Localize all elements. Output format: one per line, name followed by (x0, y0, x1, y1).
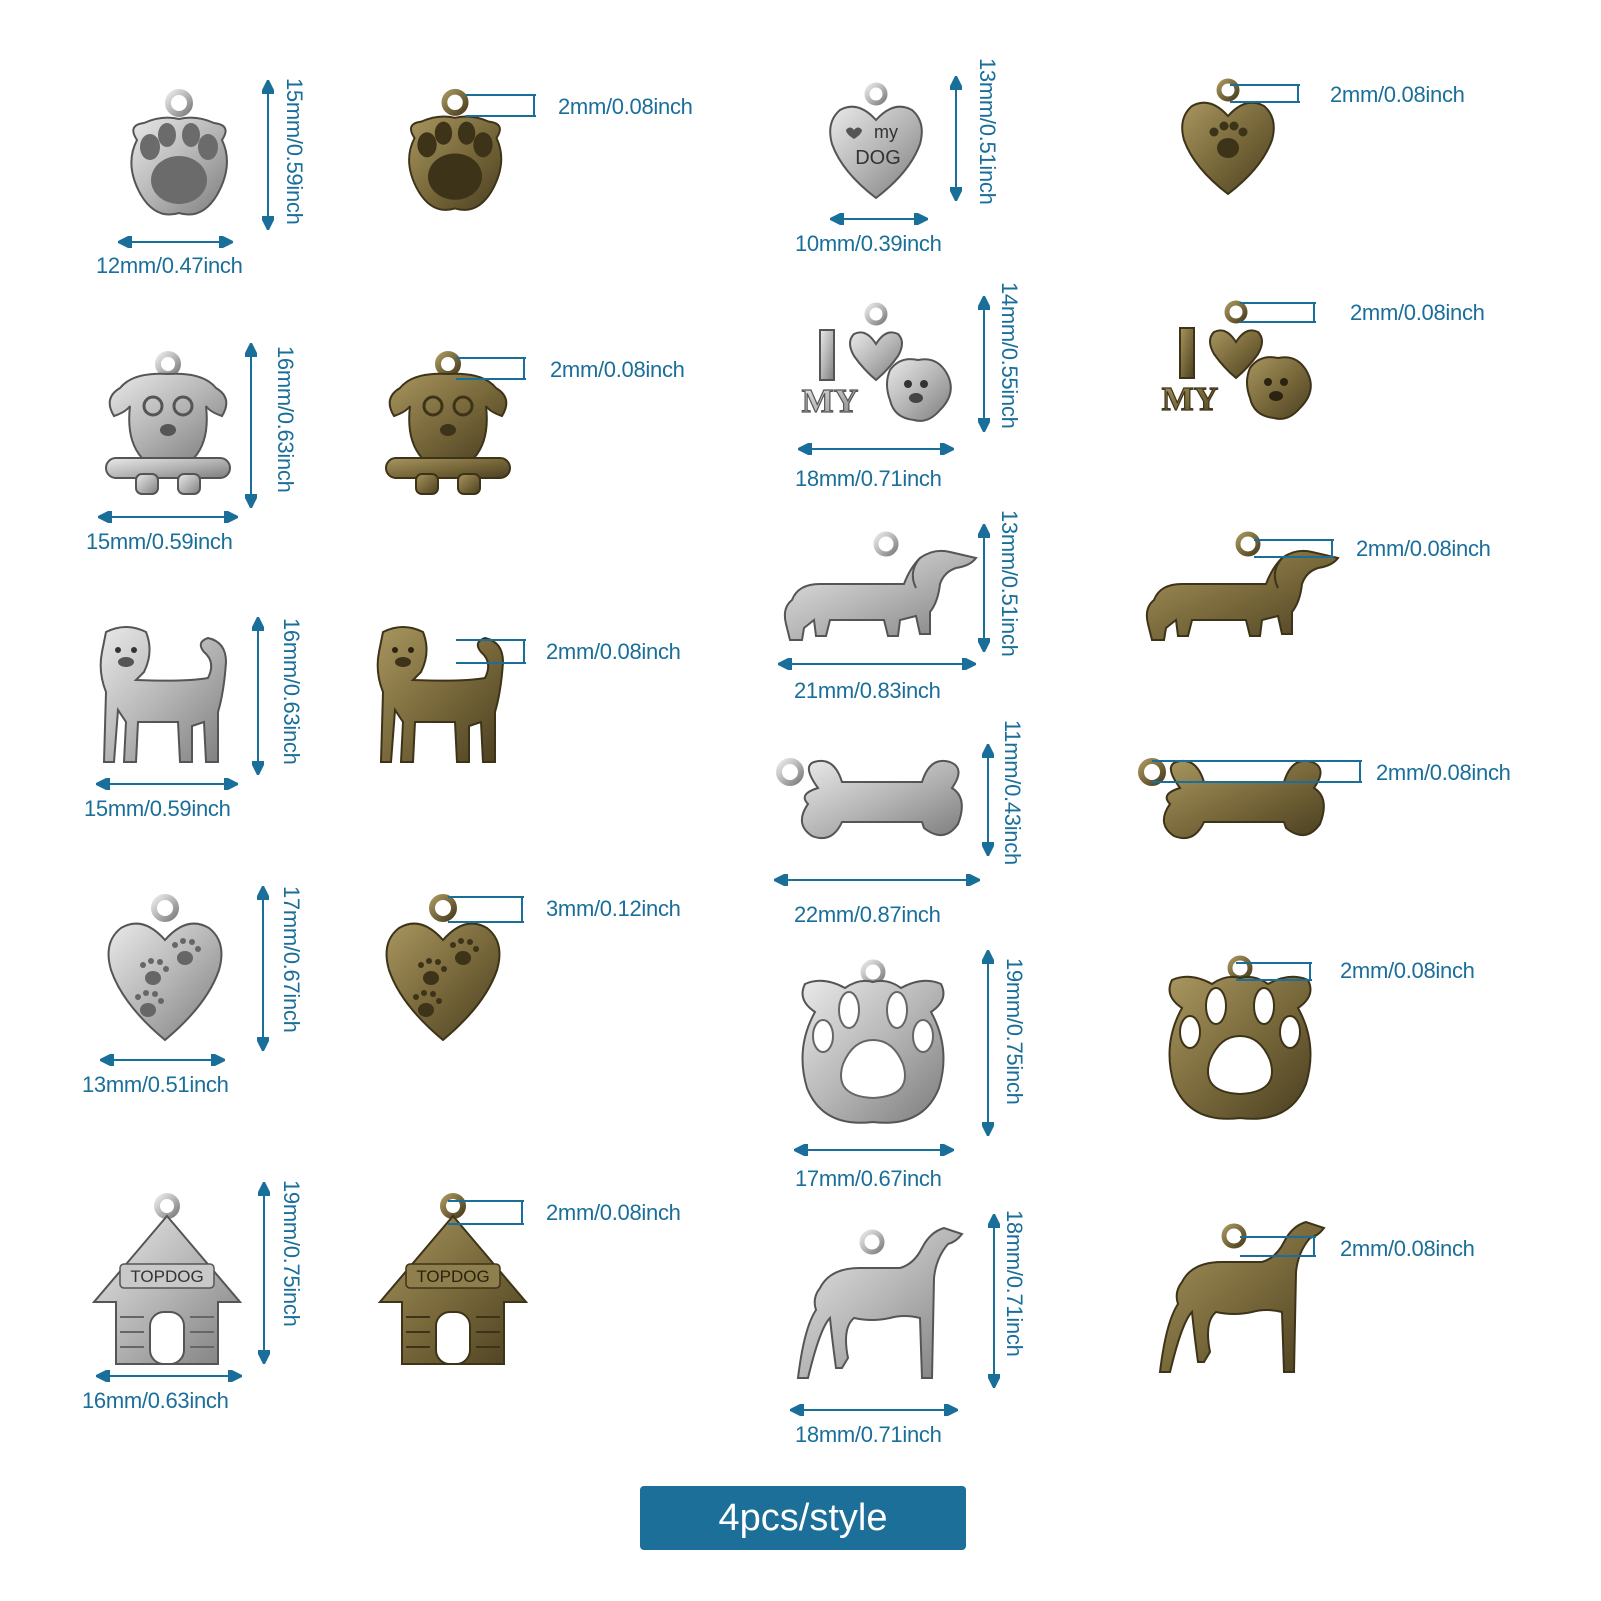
hole-label: 2mm/0.08inch (550, 357, 685, 382)
dog-house-charm-silver (92, 1192, 242, 1367)
heart-my-dog-charm-silver (826, 80, 926, 205)
width-label: 22mm/0.87inch (794, 902, 941, 927)
heart-paw-charm-silver (103, 890, 228, 1050)
hole-bracket (1240, 300, 1326, 326)
height-label: 13mm/0.51inch (997, 510, 1022, 657)
height-arrow (988, 1214, 1000, 1388)
width-label: 18mm/0.71inch (795, 466, 942, 491)
height-arrow (257, 886, 269, 1051)
height-arrow (978, 296, 990, 432)
hole-label: 2mm/0.08inch (1356, 536, 1491, 561)
height-arrow (978, 524, 990, 652)
width-label: 21mm/0.83inch (794, 678, 941, 703)
height-label: 15mm/0.59inch (282, 78, 307, 225)
hole-bracket (1254, 537, 1344, 561)
hole-label: 2mm/0.08inch (1350, 300, 1485, 325)
width-label: 15mm/0.59inch (84, 796, 231, 821)
width-arrow (118, 236, 233, 248)
greyhound-charm-silver (790, 1218, 970, 1388)
height-label: 19mm/0.75inch (279, 1180, 304, 1327)
topdog-engraving: TOPDOG (416, 1267, 490, 1286)
height-label: 17mm/0.67inch (279, 886, 304, 1033)
height-arrow (245, 343, 257, 508)
hole-label: 2mm/0.08inch (1330, 82, 1465, 107)
dachshund-charm-silver (780, 528, 980, 648)
height-label: 13mm/0.51inch (975, 58, 1000, 205)
width-label: 15mm/0.59inch (86, 529, 233, 554)
width-label: 12mm/0.47inch (96, 253, 243, 278)
width-label: 13mm/0.51inch (82, 1072, 229, 1097)
i-love-my-dog-charm-silver (790, 300, 960, 430)
width-arrow (100, 1054, 225, 1066)
bone-charm-silver (772, 752, 982, 852)
height-arrow (252, 617, 264, 775)
my-engraving: MY (1161, 381, 1219, 418)
hole-bracket (456, 637, 536, 667)
height-label: 18mm/0.71inch (1002, 1210, 1027, 1357)
width-label: 16mm/0.63inch (82, 1388, 229, 1413)
quantity-badge (640, 1486, 966, 1550)
open-paw-charm-silver (793, 956, 953, 1132)
width-arrow (98, 511, 238, 523)
height-arrow (982, 744, 994, 856)
hole-label: 2mm/0.08inch (1340, 1236, 1475, 1261)
width-label: 18mm/0.71inch (795, 1422, 942, 1447)
height-label: 16mm/0.63inch (279, 618, 304, 765)
height-label: 11mm/0.43inch (1000, 720, 1025, 865)
width-arrow (794, 1144, 954, 1156)
hole-bracket (1230, 82, 1310, 106)
width-arrow (790, 1404, 958, 1416)
quantity-badge-label: 4pcs/style (718, 1496, 888, 1539)
dog-engraving: DOG (855, 147, 901, 169)
paw-charm-silver (122, 85, 237, 225)
width-arrow (774, 874, 980, 886)
hole-bracket (1152, 758, 1372, 786)
width-label: 10mm/0.39inch (795, 231, 942, 256)
height-arrow (258, 1182, 270, 1364)
height-arrow (982, 950, 994, 1136)
hole-label: 2mm/0.08inch (546, 639, 681, 664)
hole-label: 2mm/0.08inch (546, 1200, 681, 1225)
topdog-engraving: TOPDOG (130, 1267, 204, 1286)
hole-bracket (456, 355, 536, 383)
width-arrow (830, 213, 928, 225)
hole-bracket (448, 894, 534, 926)
hole-bracket (1236, 960, 1322, 984)
hole-bracket (448, 1198, 534, 1228)
width-arrow (96, 1370, 242, 1382)
hole-bracket (1240, 1234, 1326, 1260)
dog-face-charm-silver (98, 350, 238, 500)
width-arrow (798, 443, 954, 455)
my-engraving: MY (801, 383, 859, 420)
hole-label: 2mm/0.08inch (1376, 760, 1511, 785)
hole-label: 2mm/0.08inch (558, 94, 693, 119)
pug-charm-silver (96, 622, 236, 772)
height-arrow (262, 80, 274, 230)
hole-label: 2mm/0.08inch (1340, 958, 1475, 983)
width-arrow (778, 658, 976, 670)
height-label: 19mm/0.75inch (1002, 958, 1027, 1105)
height-label: 14mm/0.55inch (997, 282, 1022, 429)
my-engraving: my (874, 122, 898, 142)
hole-bracket (466, 92, 546, 120)
hole-label: 3mm/0.12inch (546, 896, 681, 921)
height-label: 16mm/0.63inch (273, 346, 298, 493)
height-arrow (950, 76, 962, 201)
width-arrow (96, 778, 238, 790)
width-label: 17mm/0.67inch (795, 1166, 942, 1191)
